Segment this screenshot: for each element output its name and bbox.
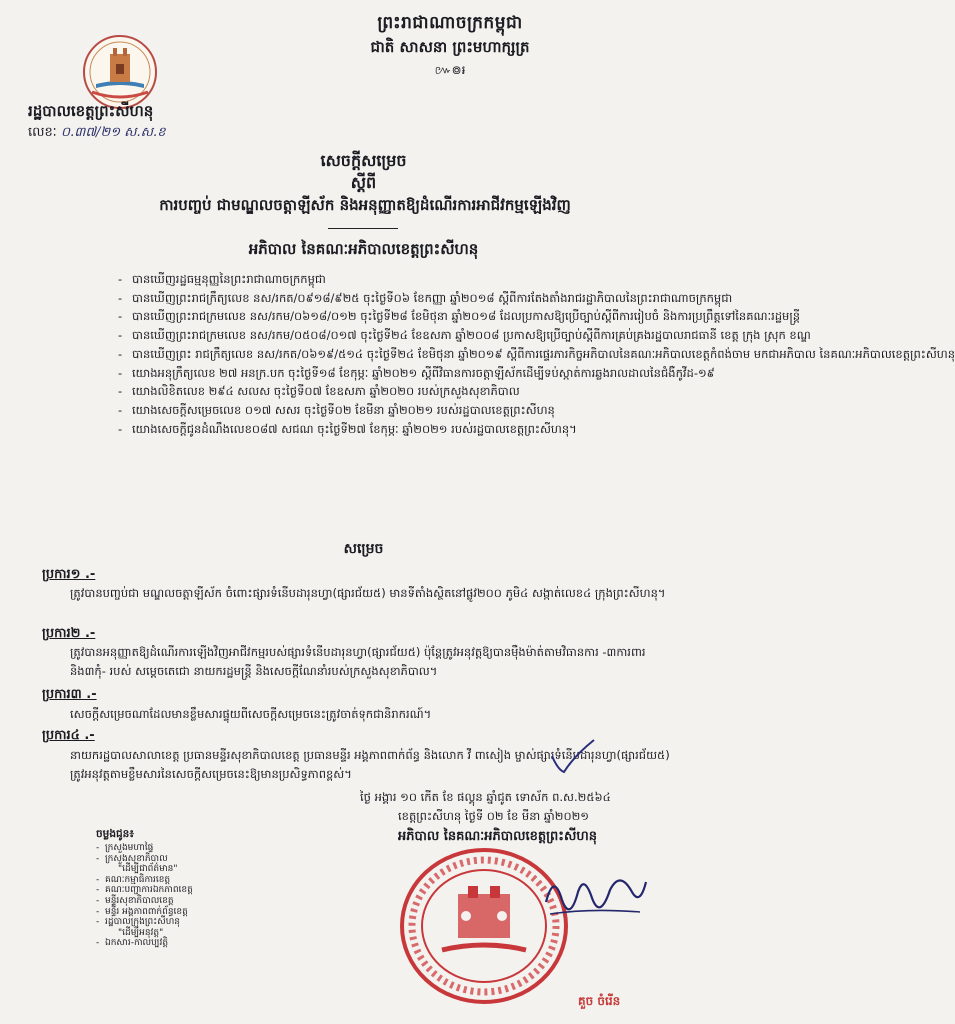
article-4-body: នាយករដ្ឋបាលសាលាខេត្ត ប្រធានមន្ទីរសុខាភិបាលខេត្ត ប្រធានមន្ទីរ អង្គភាពពាក់ព័ន្ធ និងលោក វី ពាសៀង ម្ចាស់ផ្សារទំនើបដារុនហ្វា(ផ្សារជ័យ៥) ត្រូវអនុវត្តតាមខ្លឹមសារនៃសេចក្តីសម្រេចនេះឱ្យមានប្រសិទ្ធភាពខ្ពស់។ bbox=[70, 748, 670, 781]
recipient-item: - ឯកសារ-កាលប្បវត្តិ bbox=[96, 938, 193, 949]
recital-item: - បានឃើញព្រះរាជក្រមលេខ នស/រកម/០៦១៨/០១២ ចុះថ្ងៃទី២៨ ខែមិថុនា ឆ្នាំ២០១៨ ដែលប្រកាសឱ្យប្រើច្បាប់ស្តីពីការរៀបចំ និងការប្រព្រឹត្តទៅនៃគណៈរដ្ឋមន្ត្រី bbox=[118, 307, 678, 326]
handwritten-signature bbox=[540, 862, 650, 932]
signatory-title: អភិបាល នៃគណៈអភិបាលខេត្តព្រះសីហនុ bbox=[398, 829, 597, 844]
recipients-heading: ចម្លងជូន៖ bbox=[96, 828, 134, 840]
lunar-date: ថ្ងៃ អង្គារ ១០ កើត ខែ ផល្គុន ឆ្នាំជូត ទោស័ក ព.ស.២៥៦៤ bbox=[360, 790, 611, 804]
recital-item: - បានឃើញព្រះរាជក្រមលេខ នស/រកម/០៥០៨/០១៧ ចុះថ្ងៃទី២៤ ខែឧសភា ឆ្នាំ២០០៨ ប្រកាសឱ្យប្រើច្បាប់ស្តីពីការគ្រប់គ្រងរដ្ឋបាលរាជធានី ខេត្ត ក្រុង ស្រុក ខណ្ឌ bbox=[118, 326, 678, 345]
recipient-item: - ក្រសួងសុខាភិបាល bbox=[96, 854, 193, 865]
recipients-list bbox=[96, 843, 193, 949]
recitals-list bbox=[118, 270, 955, 438]
governor-heading: អភិបាល នៃគណៈអភិបាលខេត្តព្រះសីហនុ bbox=[248, 240, 479, 258]
article-3-heading: ប្រការ៣ .- bbox=[42, 687, 97, 702]
solar-date: ខេត្តព្រះសីហនុ ថ្ងៃទី ០២ ខែ មីនា ឆ្នាំ២០២១ bbox=[398, 809, 590, 823]
article-2-body: ត្រូវបានអនុញ្ញាតឱ្យដំណើរការឡើងវិញអាជីវកម្មរបស់ផ្សារទំនើបដារុនហ្វា(ផ្សារជ័យ៥) ប៉ុន្តែត្រូវអនុវត្តឱ្យបានម៉ឺងម៉ាត់តាមវិធានការ -៣ការពារ និង៣កុំ- របស់ សម្តេចតេជោ នាយករដ្ឋមន្ត្រី និងសេចក្តីណែនាំរបស់ក្រសួងសុខាភិបាល។ bbox=[70, 645, 646, 678]
recital-item: - យោងសេចក្តីជូនដំណឹងលេខ០៨៧ សជណ ចុះថ្ងៃទី២៧ ខែកុម្ភៈ ឆ្នាំ២០២១ របស់រដ្ឋបាលខេត្តព្រះសីហនុ។ bbox=[118, 420, 678, 439]
reference-value: ០.៣៧/២១ ស.ស.ខ bbox=[60, 125, 166, 140]
title-divider bbox=[328, 228, 398, 229]
recipient-item: "ដើម្បីអនុវត្ត" bbox=[118, 927, 164, 938]
reference-number bbox=[28, 124, 165, 143]
recital-item: - បានឃើញព្រះរាជក្រឹត្យលេខ នស/រកត/០៩១៨/៩២៥ ចុះថ្ងៃទី០៦ ខែកញ្ញា ឆ្នាំ២០១៨ ស្តីពីការតែងតាំងរាជរដ្ឋាភិបាលនៃព្រះរាជាណាចក្រកម្ពុជា bbox=[118, 289, 678, 308]
recipient-item: - គណៈបញ្ជាការឯកភាពខេត្ត bbox=[96, 885, 193, 896]
recital-item: - យោងអនុក្រឹត្យលេខ ២៧ អនក្រ.បក ចុះថ្ងៃទី១៨ ខែកុម្ភៈ ឆ្នាំ២០២១ ស្តីពីវិធានការចត្តាឡីស័កដើម្បីទប់ស្កាត់ការឆ្លងរាលដាលនៃជំងឺកូវីដ-១៩ bbox=[118, 364, 678, 383]
reference-label: លេខៈ bbox=[28, 125, 57, 140]
article-1-heading: ប្រការ១ .- bbox=[42, 567, 96, 582]
recital-item: - បានឃើញព្រះ រាជក្រឹត្យលេខ នស/រកត/០៦១៩/៥១៤ ចុះថ្ងៃទី២៤ ខែមិថុនា ឆ្នាំ២០១៩ ស្តីពីការផ្ទេរភារកិច្ចអភិបាលនៃគណៈអភិបាលខេត្តកំពង់ចាម មកជាអភិបាល នៃគណៈអភិបាលខេត្តព្រះសីហនុ bbox=[118, 345, 678, 364]
signatory-name: គួច ចំរើន bbox=[578, 994, 621, 1008]
issuing-administration: រដ្ឋបាលខេត្តព្រះសីហនុ bbox=[28, 102, 154, 120]
decide-heading: សម្រេច bbox=[343, 541, 384, 557]
recipient-item: - មន្ទីរ អង្គភាពពាក់ព័ន្ធខេត្ត bbox=[96, 907, 193, 918]
article-1-body: ត្រូវបានបញ្ចប់ជា មណ្ឌលចត្តាឡីស័ក ចំពោះផ្សារទំនើបដារុនហ្វា(ផ្សារជ័យ៥) មានទីតាំងស្ថិតនៅផ្លូវ២០០ ភូមិ៤ សង្កាត់លេខ៤ ក្រុងព្រះសីហនុ។ bbox=[70, 586, 666, 600]
recipient-item: - រដ្ឋបាលក្រុងព្រះសីហនុ bbox=[96, 917, 193, 928]
handwritten-check-mark bbox=[548, 736, 598, 776]
document-subject: ការបញ្ចប់ ជាមណ្ឌលចត្តាឡីស័ក និងអនុញ្ញាតឱ្យដំណើរការអាជីវកម្មឡើងវិញ bbox=[159, 196, 571, 214]
motto-ornament: ៚៙៛ bbox=[434, 63, 466, 77]
article-3-body: សេចក្តីសម្រេចណាដែលមានខ្លឹមសារផ្ទុយពីសេចក្តីសម្រេចនេះត្រូវចាត់ទុកជានិរាករណ៍។ bbox=[70, 707, 432, 721]
recipient-item: "ដើម្បីជាព័ត៌មាន" bbox=[118, 864, 178, 875]
concerning-label: ស្តីពី bbox=[350, 173, 377, 192]
recital-item: - យោងសេចក្តីសម្រេចលេខ ០១៧ សសរ ចុះថ្ងៃទី០២ ខែមីនា ឆ្នាំ២០២១ របស់រដ្ឋបាលខេត្តព្រះសីហនុ bbox=[118, 401, 678, 420]
recipient-item: - គណៈកម្មាធិការខេត្ត bbox=[96, 875, 193, 886]
kingdom-heading: ព្រះរាជាណាចក្រកម្ពុជា bbox=[377, 13, 523, 33]
recipient-item: - មន្ទីរសុខាភិបាលខេត្ត bbox=[96, 896, 193, 907]
recital-item: - បានឃើញរដ្ឋធម្មនុញ្ញនៃព្រះរាជាណាចក្រកម្ពុជា bbox=[118, 270, 678, 289]
document-title: សេចក្តីសម្រេច bbox=[320, 151, 407, 170]
recital-item: - យោងលិខិតលេខ ២៩៤ សលស ចុះថ្ងៃទី០៧ ខែឧសភា ឆ្នាំ២០២០ របស់ក្រសួងសុខាភិបាល bbox=[118, 382, 678, 401]
recipient-item: - ក្រសួងមហាផ្ទៃ bbox=[96, 843, 193, 854]
article-2-heading: ប្រការ២ .- bbox=[42, 626, 96, 641]
national-motto: ជាតិ សាសនា ព្រះមហាក្សត្រ bbox=[370, 38, 530, 56]
provincial-emblem-logo bbox=[82, 34, 158, 110]
article-4-heading: ប្រការ៤ .- bbox=[42, 728, 95, 743]
